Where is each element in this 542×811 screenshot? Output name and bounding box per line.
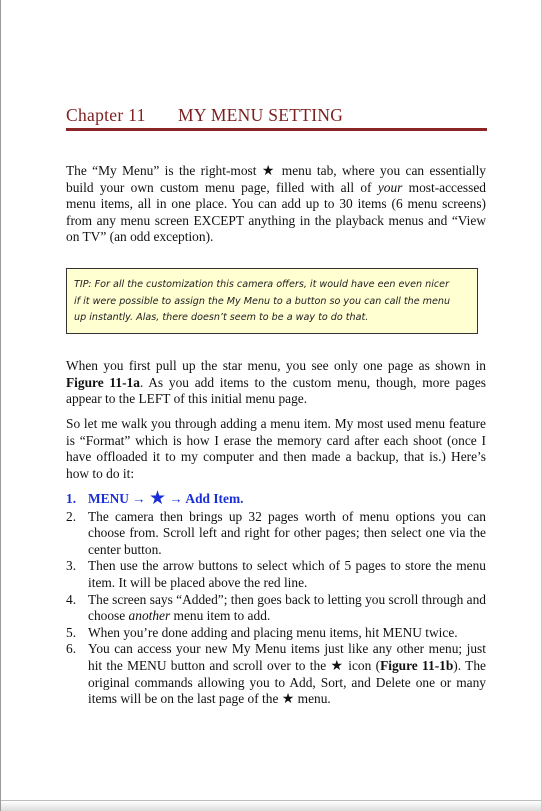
list-item bbox=[66, 558, 486, 591]
star-menu-paragraph bbox=[66, 358, 486, 408]
intro-text-1: The “My Menu” is the right-most bbox=[66, 163, 262, 178]
star-icon: ★ bbox=[149, 487, 167, 509]
list-item bbox=[66, 509, 486, 559]
tip-line: up instantly. Alas, there doesn’t seem to be a way to do that. bbox=[74, 312, 369, 323]
step-text: ). The original commands allowing you to Add, Sort, and Delete one or many items will be on the last page of the bbox=[88, 657, 486, 707]
step-number: 6. bbox=[66, 641, 77, 657]
figure-reference: Figure 11-1a bbox=[66, 374, 140, 390]
list-item bbox=[66, 625, 486, 642]
step4-italic: another bbox=[128, 608, 171, 624]
tip-line: if it were possible to assign the My Menu to a button so you can call the menu bbox=[74, 295, 451, 307]
step-number: 2. bbox=[66, 508, 77, 524]
page-bottom-edge bbox=[1, 800, 541, 811]
step-number: 1. bbox=[66, 491, 77, 506]
list-item bbox=[66, 592, 486, 625]
steps-list bbox=[66, 487, 486, 708]
intro-italic: your bbox=[377, 179, 403, 195]
step-text: menu. bbox=[294, 691, 331, 707]
chapter-number: Chapter 11 bbox=[66, 105, 146, 125]
step-number: 5. bbox=[66, 624, 77, 640]
step-text: When you’re done adding and placing menu items, hit MENU twice. bbox=[88, 624, 458, 640]
chapter-title: MY MENU SETTING bbox=[178, 105, 344, 125]
arrow-right-icon: → bbox=[169, 491, 183, 506]
figure-reference: Figure 11-1b bbox=[380, 657, 454, 673]
intro-text-3: most-accessed menu items, all in one place. You can add up to 30 items (6 menu screens) from any menu screen EXCEPT anything in the playback menus and “View on TV” (an odd exception). bbox=[66, 179, 486, 245]
para2-text-2: . As you add items to the custom menu, though, more pages appear to the LEFT of this initial menu page. bbox=[66, 374, 486, 407]
arrow-right-icon: → bbox=[132, 491, 146, 506]
star-icon: ★ bbox=[261, 163, 277, 179]
tip-line: TIP: For all the customization this camera offers, it would have een even nicer bbox=[74, 279, 450, 290]
step-text: menu item to add. bbox=[170, 608, 271, 624]
star-icon: ★ bbox=[330, 657, 344, 674]
intro-text-2: menu tab, where you can essentially build your own custom menu page, filled with all of bbox=[66, 163, 486, 195]
step1-end: Add Item. bbox=[182, 491, 244, 506]
heading-rule bbox=[66, 128, 487, 131]
step-number: 3. bbox=[66, 558, 77, 574]
step-number: 4. bbox=[66, 591, 77, 607]
para2-text-1: When you first pull up the star menu, you see only one page as shown in bbox=[66, 358, 486, 373]
list-item bbox=[66, 487, 486, 509]
list-item bbox=[66, 641, 486, 707]
tip-box bbox=[66, 268, 478, 334]
step-text: The screen says “Added”; then goes back to letting you scroll through and choose bbox=[88, 591, 486, 624]
star-icon: ★ bbox=[281, 691, 295, 708]
walkthrough-paragraph: So let me walk you through adding a menu item. My most used menu feature is “Format” which is how I erase the memory card after each shoot (once I have offloaded it to my computer and then made a backup, that is.) Here’s how to do it: bbox=[66, 416, 486, 481]
intro-paragraph bbox=[66, 163, 486, 246]
step-text: Then use the arrow buttons to select which of 5 pages to store the menu item. It will be placed above the red line. bbox=[88, 558, 486, 590]
chapter-heading bbox=[66, 105, 488, 126]
step-text: You can access your new My Menu items just like any other menu; just hit the MENU button and scroll over to the bbox=[88, 641, 486, 673]
step1-menu: MENU bbox=[88, 491, 133, 506]
step-text: icon ( bbox=[343, 657, 381, 673]
step-text: The camera then brings up 32 pages worth of menu options you can choose from. Scroll left and right for other pages; then select one via the center button. bbox=[88, 508, 486, 557]
